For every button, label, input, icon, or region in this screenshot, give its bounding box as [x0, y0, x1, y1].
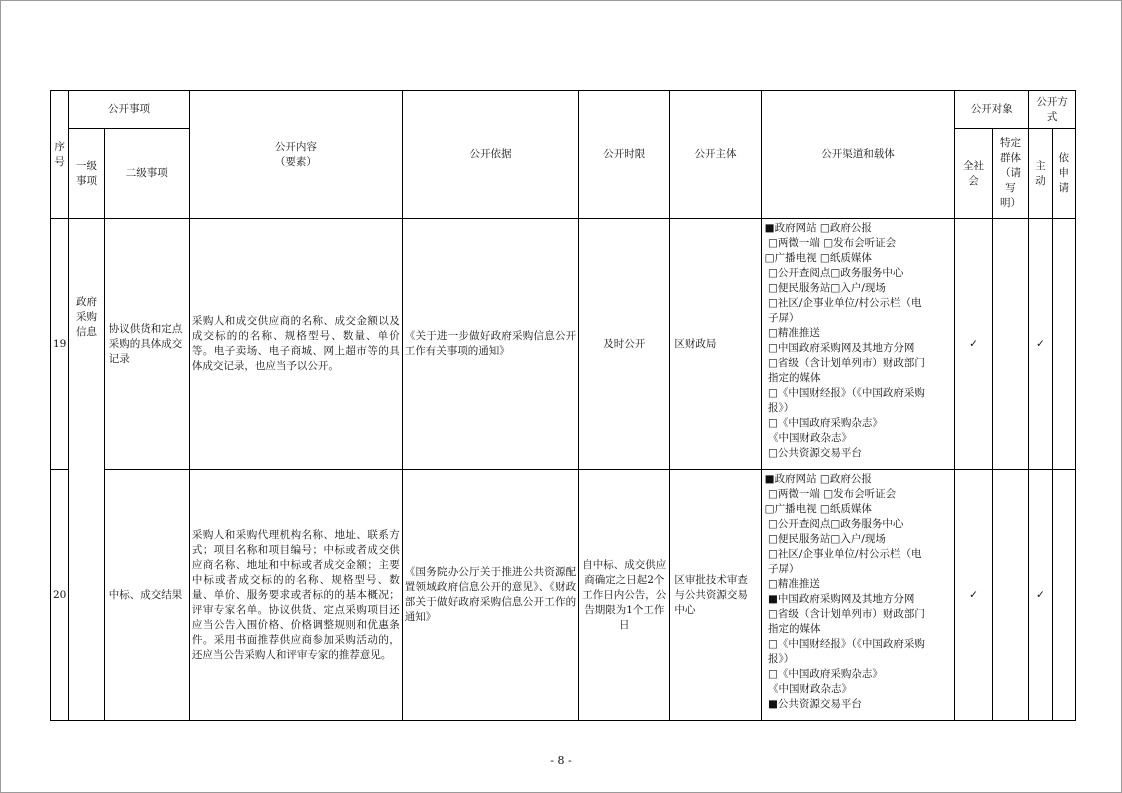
row-on-request	[1052, 219, 1075, 470]
row-all-society-check-icon: ✓	[955, 219, 993, 470]
channel-line: 《中国财政杂志》	[764, 432, 852, 444]
row-specific-group	[992, 219, 1028, 470]
channel-line: □《中国政府采购杂志》	[764, 417, 883, 429]
page-number: - 8 -	[550, 754, 572, 767]
header-all-society: 全社 会	[955, 129, 993, 219]
row-subject: 区审批技术审查与公共资源交易中心	[670, 470, 761, 721]
table-row	[51, 219, 1076, 470]
header-channels: 公开渠道和载体	[761, 91, 955, 219]
channel-line: □精准推送	[764, 327, 820, 339]
header-content: 公开内容 （要素）	[189, 91, 402, 219]
header-on-request: 依 申 请	[1052, 129, 1075, 219]
header-level1: 一级 事项	[69, 129, 104, 219]
channel-line: □精准推送	[764, 578, 820, 590]
header-row-1	[51, 91, 1076, 129]
header-level2: 二级事项	[104, 129, 189, 219]
channel-line: □《中国政府采购杂志》	[764, 668, 883, 680]
header-subject: 公开主体	[670, 91, 761, 219]
row-active-check-icon: ✓	[1029, 470, 1052, 721]
row-on-request	[1052, 470, 1075, 721]
channel-line: □公共资源交易平台	[764, 447, 862, 459]
channel-line: 报》）	[764, 653, 795, 665]
row-level2: 中标、成交结果	[104, 470, 189, 721]
channel-line: □便民服务站□入户/现场	[764, 533, 886, 545]
row-content: 采购人和采购代理机构名称、地址、联系方式；项目名称和项目编号；中标或者成交供应商名称、地址和中标或者成交金额；主要中标或者成交标的的名称、规格型号、数量、单价、服务要求或者标的的基本概况；评审专家名单。协议供货、定点采购项目还应当公告入围价格、价格调整规则和优惠条件。采用书面推荐供应商参加采购活动的，还应当公告采购人和评审专家的推荐意见。	[189, 470, 402, 721]
header-target-group: 公开对象	[955, 91, 1029, 129]
table-row	[51, 470, 1076, 721]
row-active-check-icon: ✓	[1029, 219, 1052, 470]
channel-line: □便民服务站□入户/现场	[764, 282, 886, 294]
channel-line: □社区/企事业单位/村公示栏（电	[764, 297, 922, 309]
channel-line: □《中国财经报》（《中国政府采购	[764, 638, 925, 650]
channel-line: 《中国财政杂志》	[764, 683, 852, 695]
row-specific-group	[992, 470, 1028, 721]
row-time-limit: 及时公开	[579, 219, 670, 470]
header-seq: 序 号	[51, 91, 69, 219]
channel-line: ■中国政府采购网及其地方分网	[764, 593, 915, 605]
channel-line: 报》）	[764, 402, 795, 414]
channel-line: 指定的媒体	[764, 623, 821, 635]
row-subject: 区财政局	[670, 219, 761, 470]
disclosure-table	[50, 90, 1076, 721]
header-time-limit: 公开时限	[579, 91, 670, 219]
row-seq: 20	[51, 470, 69, 721]
row-basis: 《关于进一步做好政府采购信息公开工作有关事项的通知》	[402, 219, 578, 470]
row-basis: 《国务院办公厅关于推进公共资源配置领域政府信息公开的意见》、《财政部关于做好政府采购信息公开工作的通知》	[402, 470, 578, 721]
channel-line: □省级（含计划单列市）财政部门	[764, 357, 925, 369]
row-time-limit: 自中标、成交供应商确定之日起2个工作日内公告，公告期限为1个工作日	[579, 470, 670, 721]
row-channels	[761, 470, 955, 721]
row-content: 采购人和成交供应商的名称、成交金额以及成交标的的名称、规格型号、数量、单价等。电子卖场、电子商城、网上超市等的具体成交记录，也应当予以公开。	[189, 219, 402, 470]
channel-line: □广播电视 □纸质媒体	[764, 252, 872, 264]
row-channels	[761, 219, 955, 470]
header-basis: 公开依据	[402, 91, 578, 219]
channel-line: □两微一端 □发布会听证会	[764, 237, 897, 249]
channel-line: 指定的媒体	[764, 372, 821, 384]
channel-line: □两微一端 □发布会听证会	[764, 488, 897, 500]
header-item-group: 公开事项	[69, 91, 190, 129]
channel-line: ■政府网站 □政府公报	[764, 473, 872, 485]
channel-line: □《中国财经报》（《中国政府采购	[764, 387, 925, 399]
channel-line: ■政府网站 □政府公报	[764, 222, 872, 234]
row-level2: 协议供货和定点采购的具体成交记录	[104, 219, 189, 470]
channel-line: □公开查阅点□政务服务中心	[764, 267, 904, 279]
channel-line: □省级（含计划单列市）财政部门	[764, 608, 925, 620]
row-seq: 19	[51, 219, 69, 470]
channel-line: □广播电视 □纸质媒体	[764, 503, 872, 515]
header-method-group: 公开方 式	[1029, 91, 1076, 129]
level1-item: 政府 采购 信息	[69, 219, 104, 721]
header-specific-group: 特定 群体 （请 写 明）	[992, 129, 1028, 219]
channel-line: ■公共资源交易平台	[764, 698, 862, 710]
channel-line: □中国政府采购网及其地方分网	[764, 342, 915, 354]
channel-line: □公开查阅点□政务服务中心	[764, 518, 904, 530]
channel-line: 子屏）	[764, 312, 800, 324]
row-all-society-check-icon: ✓	[955, 470, 993, 721]
channel-line: □社区/企事业单位/村公示栏（电	[764, 548, 922, 560]
header-active: 主 动	[1029, 129, 1052, 219]
channel-line: 子屏）	[764, 563, 800, 575]
